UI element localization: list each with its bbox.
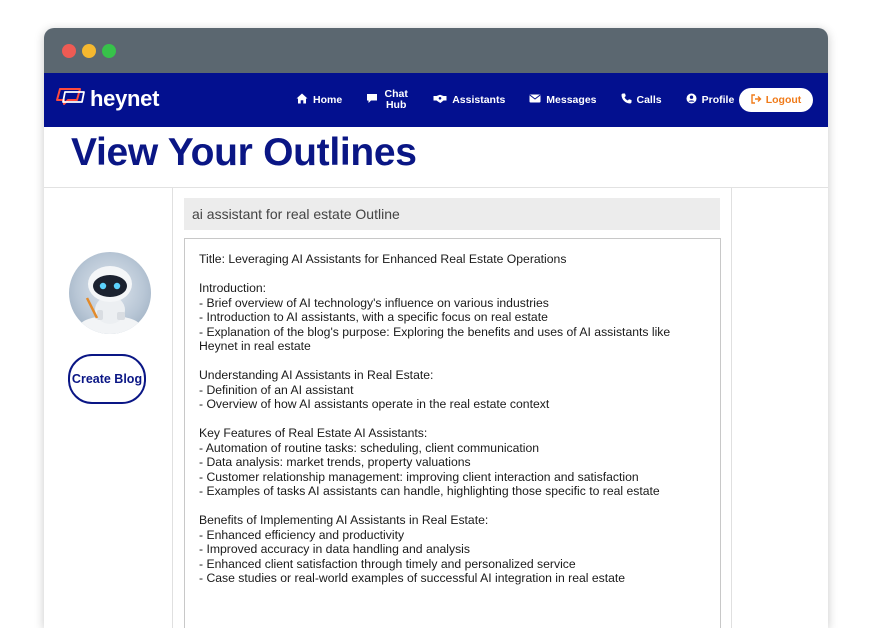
navbar [44, 73, 828, 127]
nav-label-chat-hub: Chat Hub [384, 88, 408, 111]
home-icon [296, 93, 308, 107]
nav-item-calls[interactable] [621, 93, 662, 107]
nav-item-profile[interactable] [686, 93, 735, 107]
maximize-window-dot[interactable] [102, 44, 116, 58]
nav-label-messages: Messages [546, 94, 597, 106]
brand-name: heynet [90, 86, 160, 111]
outline-body: Title: Leveraging AI Assistants for Enhanced Real Estate Operations Introduction: - Brief overview of AI technology's influence on various industries - Introduction to AI assistants, with a specific focus on real estate - Explanation of the blog's purpose: Exploring the benefits and uses of AI assistants like Heynet in real estate Understanding AI Assistants in Real Estate: - Definition of an AI assistant - Overview of how AI assistants operate in the real estate context Key Features of Real Estate AI Assistants: - Automation of routine tasks: scheduling, client communication - Data analysis: market trends, property valuations - Customer relationship management: improving client interaction and satisfaction - Examples of tasks AI assistants can handle, highlighting those specific to real estate Benefits of Implementing AI Assistants in Real Estate: - Enhanced efficiency and productivity - Improved accuracy in data handling and analysis - Enhanced client satisfaction through timely and personalized service - Case studies or real-world examples of successful AI integration in real estate [199, 252, 671, 585]
nav-item-chat-hub[interactable] [366, 89, 409, 111]
nav-label-home: Home [313, 94, 343, 106]
minimize-window-dot[interactable] [82, 44, 96, 58]
user-circle-icon [686, 93, 697, 107]
browser-window [44, 28, 828, 628]
content-right-border [731, 188, 732, 628]
phone-icon [621, 93, 632, 107]
nav-menu [296, 73, 758, 127]
logout-button[interactable] [739, 88, 813, 112]
nav-item-assistants[interactable] [433, 94, 505, 107]
nav-item-messages[interactable] [529, 94, 596, 106]
brand-logo[interactable] [56, 86, 159, 112]
sidebar [44, 188, 172, 628]
nav-label-profile: Profile [701, 94, 735, 106]
robot-avatar [69, 252, 151, 334]
close-window-dot[interactable] [62, 44, 76, 58]
envelope-icon [529, 94, 541, 106]
chat-icon [366, 93, 378, 107]
page-title: View Your Outlines [71, 131, 417, 174]
chat-bubbles-icon [56, 86, 86, 112]
nav-item-home[interactable] [296, 93, 342, 107]
content-left-border [172, 188, 173, 628]
handshake-icon [433, 94, 447, 107]
logout-label: Logout [765, 94, 802, 106]
nav-label-calls: Calls [636, 94, 662, 106]
nav-label-assistants: Assistants [452, 94, 506, 106]
outline-title: ai assistant for real estate Outline [184, 198, 720, 230]
sign-out-icon [751, 94, 762, 107]
window-titlebar [44, 28, 828, 73]
create-blog-button[interactable]: Create Blog [68, 354, 146, 404]
outline-textarea[interactable] [184, 238, 721, 628]
